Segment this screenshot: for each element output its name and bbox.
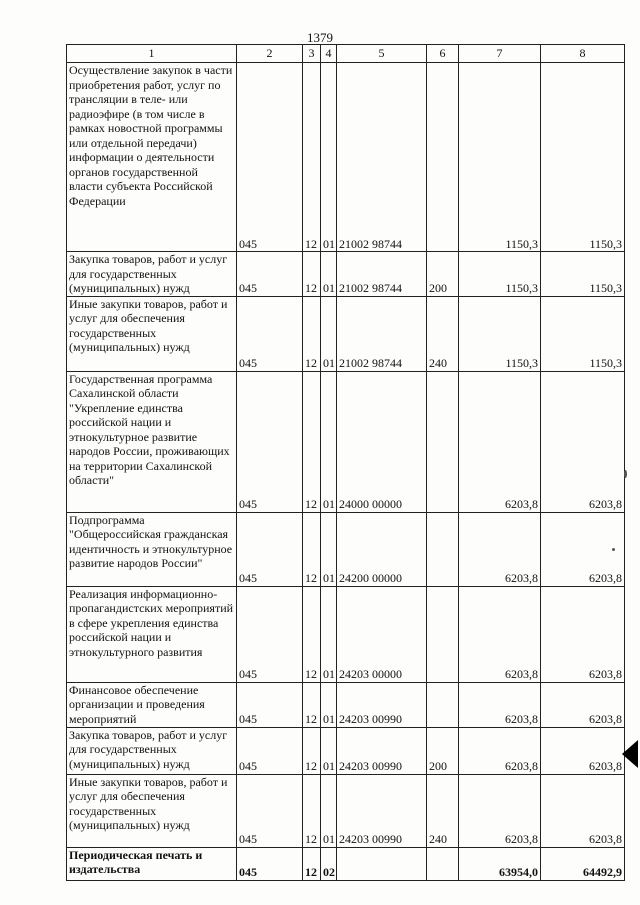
target-article-cell: 24203 00990 (337, 727, 427, 774)
amount-year2-cell: 6203,8 (541, 586, 625, 682)
ministry-code-cell: 045 (237, 682, 303, 727)
ministry-code-cell: 045 (237, 252, 303, 297)
scan-artifact-mark (622, 740, 638, 768)
row-name-cell: Осуществление закупок в части приобретения работ, услуг по трансляции в теле- или радиоэфире (в том числе в рамках новостной программы или отдельной передачи) информации о деятельности органов государственной власти субъекта Российской Федерации (67, 63, 237, 252)
amount-year1-cell: 6203,8 (459, 586, 541, 682)
amount-year1-cell: 1150,3 (459, 296, 541, 371)
expense-type-cell (427, 682, 459, 727)
subsection-code-cell: 01 (321, 512, 337, 586)
subsection-code-cell: 01 (321, 371, 337, 512)
section-code-cell: 12 (303, 252, 321, 297)
amount-year2-cell: 1150,3 (541, 63, 625, 252)
section-code-cell: 12 (303, 296, 321, 371)
amount-year2-cell: 1150,3 (541, 252, 625, 297)
target-article-cell: 24200 00000 (337, 512, 427, 586)
row-name-cell: Иные закупки товаров, работ и услуг для обеспечения государственных (муниципальных) нужд (67, 296, 237, 371)
ministry-code-cell: 045 (237, 727, 303, 774)
amount-year1-cell: 1150,3 (459, 63, 541, 252)
budget-table (66, 44, 625, 881)
table-row (67, 774, 625, 847)
column-header: 1 (67, 45, 237, 63)
section-code-cell: 12 (303, 586, 321, 682)
ministry-code-cell: 045 (237, 847, 303, 880)
subsection-code-cell: 01 (321, 774, 337, 847)
expense-type-cell (427, 847, 459, 880)
column-header: 8 (541, 45, 625, 63)
row-name-cell: Государственная программа Сахалинской области "Укрепление единства российской нации и этнокультурное развитие народов России, проживающих на территории Сахалинской области" (67, 371, 237, 512)
section-code-cell: 12 (303, 512, 321, 586)
expense-type-cell: 200 (427, 252, 459, 297)
amount-year1-cell: 6203,8 (459, 512, 541, 586)
row-name-cell: Финансовое обеспечение организации и проведения мероприятий (67, 682, 237, 727)
amount-year2-cell: 6203,8 (541, 512, 625, 586)
ministry-code-cell: 045 (237, 371, 303, 512)
target-article-cell: 24000 00000 (337, 371, 427, 512)
amount-year1-cell: 6203,8 (459, 727, 541, 774)
table-row (67, 682, 625, 727)
target-article-cell: 24203 00000 (337, 586, 427, 682)
ministry-code-cell: 045 (237, 774, 303, 847)
table-row (67, 296, 625, 371)
amount-year1-cell: 6203,8 (459, 371, 541, 512)
table-row (67, 512, 625, 586)
ministry-code-cell: 045 (237, 63, 303, 252)
amount-year1-cell: 63954,0 (459, 847, 541, 880)
section-code-cell: 12 (303, 727, 321, 774)
subsection-code-cell: 01 (321, 252, 337, 297)
page-number: 1379 (307, 30, 333, 45)
target-article-cell: 24203 00990 (337, 682, 427, 727)
subsection-code-cell: 01 (321, 586, 337, 682)
subsection-code-cell: 02 (321, 847, 337, 880)
amount-year1-cell: 6203,8 (459, 682, 541, 727)
column-header: 5 (337, 45, 427, 63)
table-row (67, 371, 625, 512)
ministry-code-cell: 045 (237, 586, 303, 682)
section-code-cell: 12 (303, 847, 321, 880)
row-name-cell: Закупка товаров, работ и услуг для государственных (муниципальных) нужд (67, 727, 237, 774)
column-header: 3 (303, 45, 321, 63)
target-article-cell: 21002 98744 (337, 296, 427, 371)
amount-year2-cell: 6203,8 (541, 774, 625, 847)
expense-type-cell (427, 63, 459, 252)
amount-year2-cell: 1150,3 (541, 296, 625, 371)
column-header: 4 (321, 45, 337, 63)
amount-year1-cell: 1150,3 (459, 252, 541, 297)
row-name-cell: Иные закупки товаров, работ и услуг для обеспечения государственных (муниципальных) нужд (67, 774, 237, 847)
target-article-cell: 24203 00990 (337, 774, 427, 847)
table-body (67, 63, 625, 881)
expense-type-cell (427, 512, 459, 586)
expense-type-cell: 240 (427, 774, 459, 847)
section-code-cell: 12 (303, 774, 321, 847)
section-code-cell: 12 (303, 63, 321, 252)
target-article-cell: 21002 98744 (337, 252, 427, 297)
table-row (67, 586, 625, 682)
ministry-code-cell: 045 (237, 512, 303, 586)
expense-type-cell (427, 586, 459, 682)
expense-type-cell: 200 (427, 727, 459, 774)
section-code-cell: 12 (303, 371, 321, 512)
amount-year2-cell: 6203,8 (541, 371, 625, 512)
scan-speck (612, 548, 615, 551)
table-header-row (67, 45, 625, 63)
table-row (67, 63, 625, 252)
target-article-cell (337, 847, 427, 880)
amount-year2-cell: 6203,8 (541, 682, 625, 727)
subsection-code-cell: 01 (321, 682, 337, 727)
target-article-cell: 21002 98744 (337, 63, 427, 252)
ministry-code-cell: 045 (237, 296, 303, 371)
column-header: 6 (427, 45, 459, 63)
column-header: 2 (237, 45, 303, 63)
section-code-cell: 12 (303, 682, 321, 727)
column-header: 7 (459, 45, 541, 63)
table-row (67, 252, 625, 297)
scan-speck (624, 470, 627, 478)
expense-type-cell: 240 (427, 296, 459, 371)
subsection-code-cell: 01 (321, 296, 337, 371)
amount-year1-cell: 6203,8 (459, 774, 541, 847)
expense-type-cell (427, 371, 459, 512)
row-name-cell: Реализация информационно-пропагандистских мероприятий в сфере укрепления единства российской нации и этнокультурного развития (67, 586, 237, 682)
table-row (67, 847, 625, 880)
row-name-cell: Подпрограмма "Общероссийская гражданская идентичность и этнокультурное развитие народов России" (67, 512, 237, 586)
amount-year2-cell: 6203,8 (541, 727, 625, 774)
row-name-cell: Периодическая печать и издательства (67, 847, 237, 880)
subsection-code-cell: 01 (321, 727, 337, 774)
amount-year2-cell: 64492,9 (541, 847, 625, 880)
table-row (67, 727, 625, 774)
row-name-cell: Закупка товаров, работ и услуг для государственных (муниципальных) нужд (67, 252, 237, 297)
subsection-code-cell: 01 (321, 63, 337, 252)
